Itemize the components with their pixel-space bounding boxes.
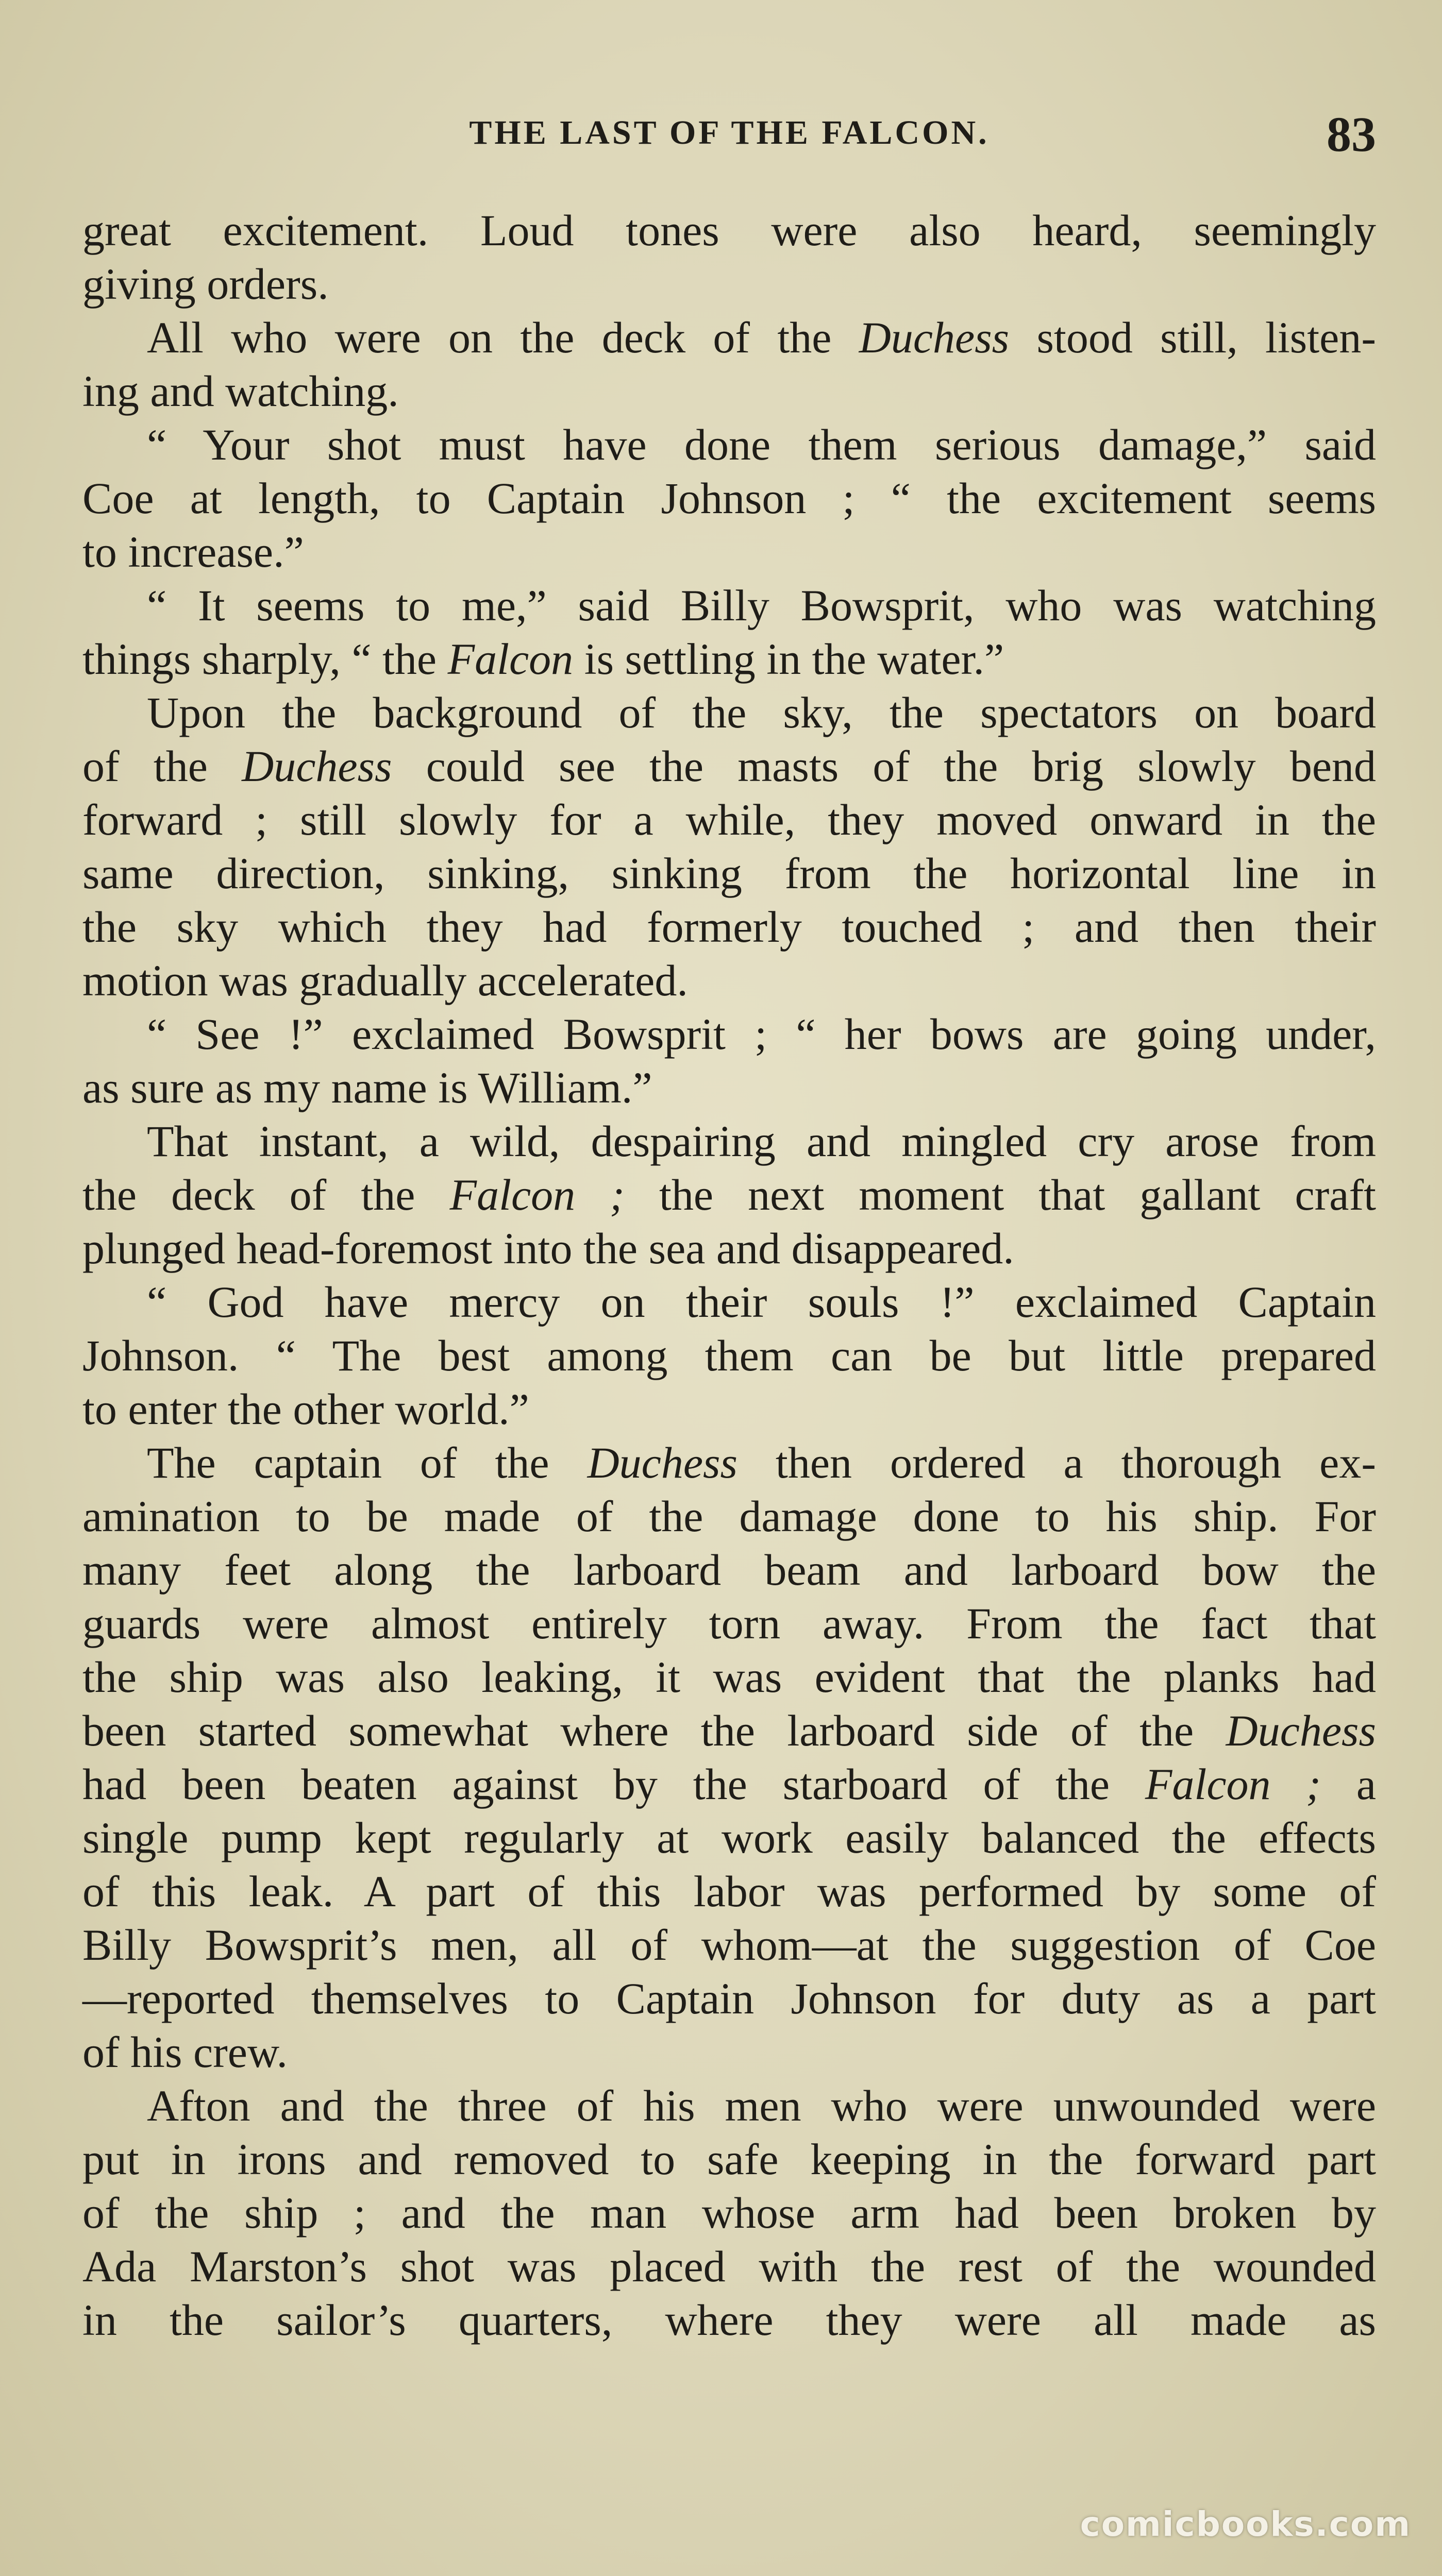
text-line: Ada Marston’s shot was placed with the rest of the wounded [82, 2242, 1376, 2291]
body-text [82, 204, 1376, 2347]
ship-name: Falcon ; [1145, 1759, 1321, 1809]
text-line: been started somewhat where the larboard side of the Duchess [82, 1706, 1376, 1755]
text-line: as sure as my name is William.” [82, 1063, 652, 1112]
text-line: put in irons and removed to safe keeping in the forward part [82, 2134, 1376, 2184]
text-line: of the ship ; and the man whose arm had been broken by [82, 2188, 1376, 2238]
ship-name: Falcon ; [449, 1170, 625, 1219]
text-line: the deck of the Falcon ; the next moment that gallant craft [82, 1170, 1376, 1219]
text-line: ing and watching. [82, 366, 399, 416]
text-line: Coe at length, to Captain Johnson ; “ the excitement seems [82, 473, 1376, 523]
text-line: single pump kept regularly at work easily balanced the effects [82, 1813, 1376, 1862]
text-line: great excitement. Loud tones were also heard, seemingly [82, 206, 1376, 255]
text-line: guards were almost entirely torn away. From the fact that [82, 1599, 1376, 1648]
text-line: Upon the background of the sky, the spectators on board [147, 688, 1376, 737]
text-line: the sky which they had formerly touched ; and then their [82, 902, 1376, 952]
text-line: Afton and the three of his men who were unwounded were [147, 2081, 1376, 2130]
ship-name: Duchess [242, 741, 392, 791]
text-line: motion was gradually accelerated. [82, 956, 688, 1005]
ship-name: Duchess [859, 313, 1010, 362]
text-line: of his crew. [82, 2027, 288, 2077]
text-line: The captain of the Duchess then ordered a thorough ex- [147, 1438, 1376, 1487]
text-line: That instant, a wild, despairing and mingled cry arose from [147, 1116, 1376, 1166]
text-line: All who were on the deck of the Duchess stood still, listen- [147, 313, 1376, 362]
ship-name: Duchess [587, 1438, 737, 1487]
text-line: things sharply, “ the Falcon is settling in the water.” [82, 634, 1004, 684]
text-line: same direction, sinking, sinking from the horizontal line in [82, 849, 1376, 898]
text-line: Billy Bowsprit’s men, all of whom—at the suggestion of Coe [82, 1920, 1376, 1970]
watermark: comicbooks.com [1080, 2504, 1411, 2544]
text-line: of the Duchess could see the masts of the brig slowly bend [82, 741, 1376, 791]
text-line: Johnson. “ The best among them can be but little prepared [82, 1331, 1376, 1380]
text-line: in the sailor’s quarters, where they were all made as [82, 2295, 1376, 2345]
text-line: —reported themselves to Captain Johnson for duty as a part [82, 1974, 1376, 2023]
page-number: 83 [1327, 107, 1376, 162]
text-line: to enter the other world.” [82, 1384, 529, 1434]
page-header [82, 106, 1376, 167]
text-line: “ See !” exclaimed Bowsprit ; “ her bows are going under, [147, 1009, 1376, 1059]
text-line: “ Your shot must have done them serious damage,” said [147, 420, 1376, 469]
running-title: THE LAST OF THE FALCON. [469, 114, 990, 151]
ship-name: Duchess [1226, 1706, 1376, 1755]
text-line: plunged head-foremost into the sea and disappeared. [82, 1224, 1014, 1273]
text-line: “ God have mercy on their souls !” exclaimed Captain [147, 1277, 1376, 1327]
text-line: the ship was also leaking, it was evident that the planks had [82, 1652, 1376, 1702]
text-line: had been beaten against by the starboard of the Falcon ; a [82, 1759, 1377, 1809]
text-line: forward ; still slowly for a while, they moved onward in the [82, 795, 1376, 844]
text-line: amination to be made of the damage done to his ship. For [82, 1492, 1376, 1541]
text-line: “ It seems to me,” said Billy Bowsprit, who was watching [147, 581, 1376, 630]
text-line: to increase.” [82, 527, 304, 577]
text-line: giving orders. [82, 259, 329, 309]
ship-name: Falcon [447, 634, 574, 684]
text-line: many feet along the larboard beam and larboard bow the [82, 1545, 1376, 1595]
text-line: of this leak. A part of this labor was performed by some of [82, 1867, 1376, 1916]
